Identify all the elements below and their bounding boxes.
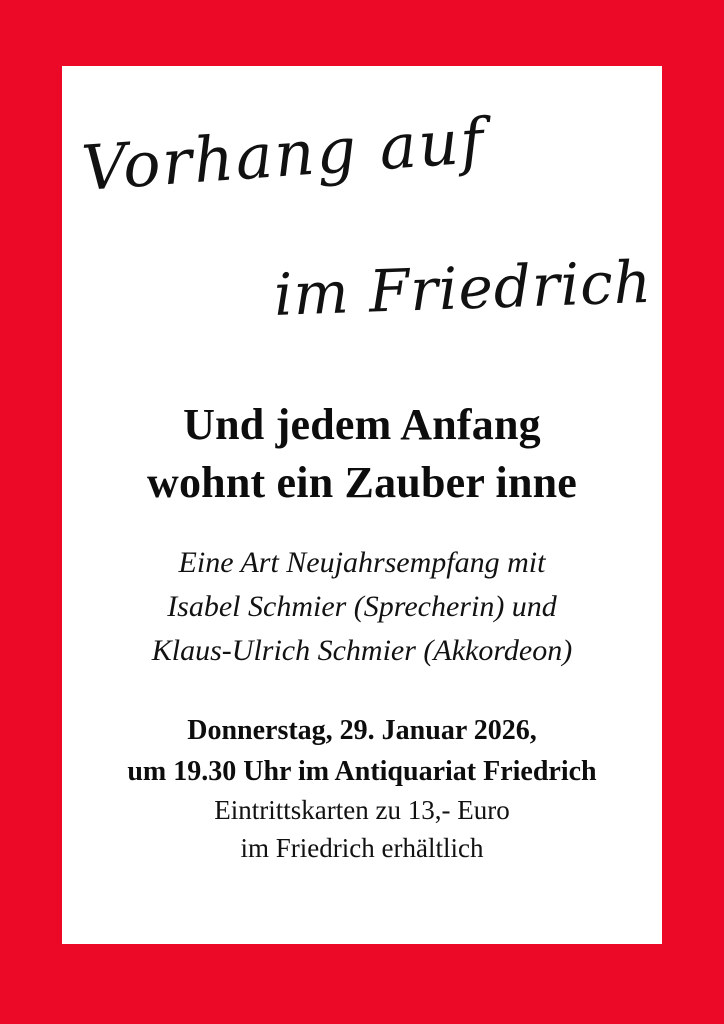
event-subtitle-line-3: Klaus-Ulrich Schmier (Akkordeon) [151, 634, 573, 668]
event-title-line-2: wohnt ein Zauber inne [146, 458, 578, 508]
script-heading-line-2: im Friedrich [272, 247, 654, 329]
ticket-availability: im Friedrich erhältlich [240, 832, 484, 863]
event-title-line-1: Und jedem Anfang [183, 400, 541, 449]
event-details [62, 711, 662, 868]
event-subtitle [62, 541, 662, 673]
script-heading-line-1: Vorhang auf [79, 103, 488, 205]
ticket-price: Eintrittskarten zu 13,- Euro [214, 795, 510, 826]
event-date: Donnerstag, 29. Januar 2026, [187, 715, 537, 746]
event-title [62, 396, 662, 512]
event-subtitle-line-1: Eine Art Neujahrsempfang mit [178, 546, 546, 579]
poster-card [62, 66, 662, 944]
script-heading [62, 66, 662, 356]
event-subtitle-line-2: Isabel Schmier (Sprecherin) und [167, 590, 557, 624]
event-time-venue: um 19.30 Uhr im Antiquariat Friedrich [127, 755, 597, 787]
